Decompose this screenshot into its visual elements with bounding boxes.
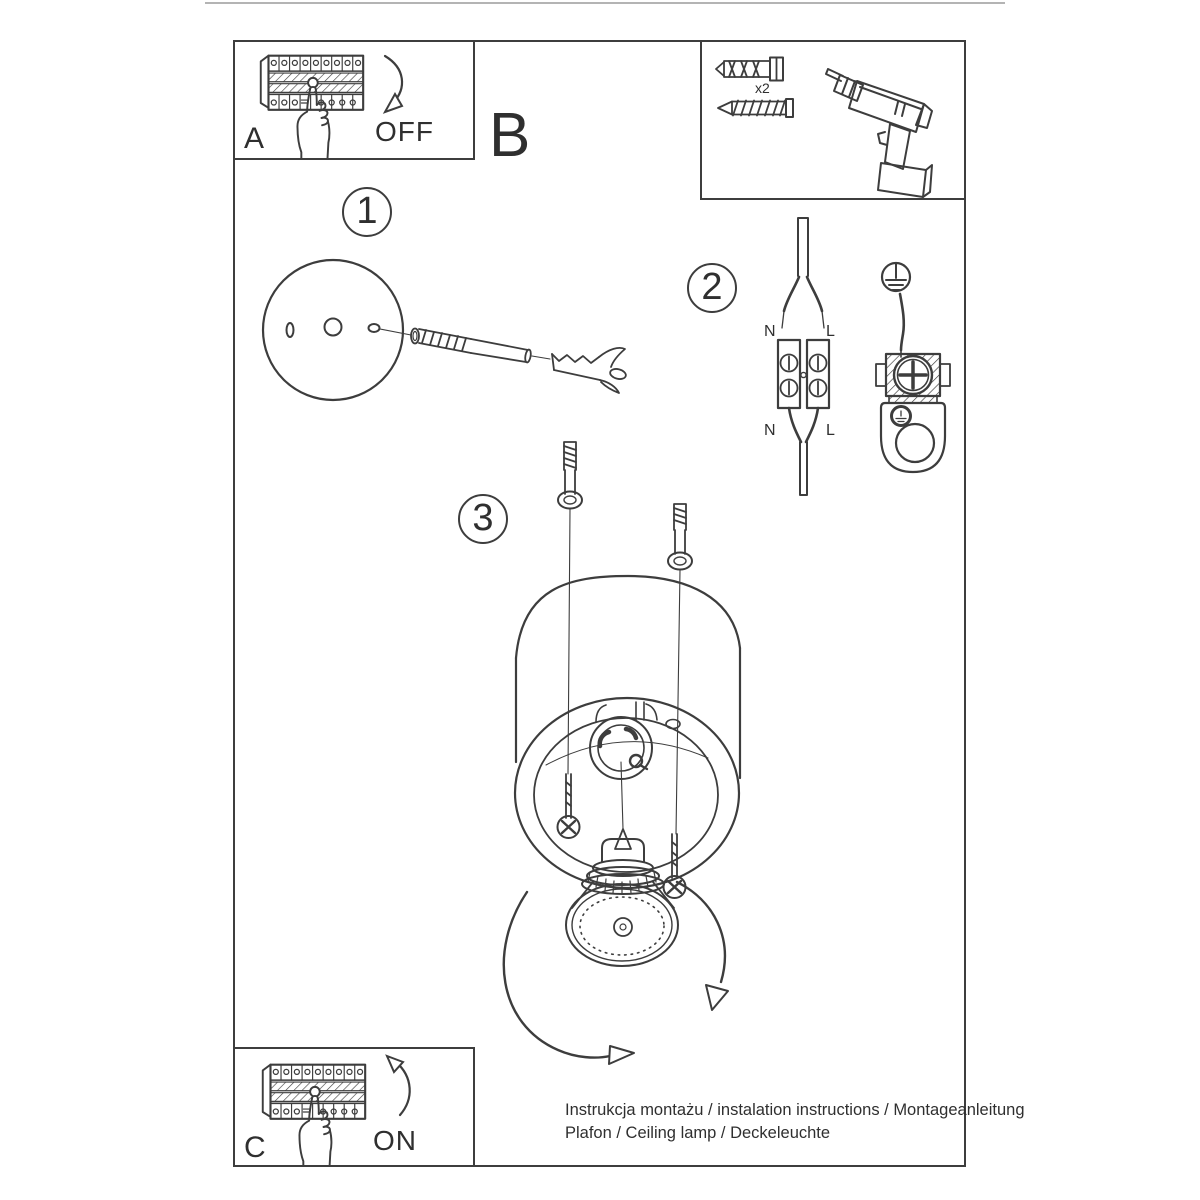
box-tools <box>700 40 966 200</box>
box-power-on <box>233 1047 475 1167</box>
footer-instructions-title: Instrukcja montażu / instalation instructions / Montageanleitung <box>565 1101 1025 1119</box>
curved-arrow-down-icon <box>385 56 402 112</box>
gu10-bulb <box>566 839 678 966</box>
lamp-cable-bottom <box>789 408 818 495</box>
box-power-off <box>233 40 475 160</box>
internal-screw-left <box>558 774 580 838</box>
ground-symbol-icon <box>882 263 910 291</box>
ground-terminal-clamp <box>876 354 950 403</box>
box-b-label: B <box>489 101 531 170</box>
wall-plug-anchor <box>552 348 627 393</box>
footer-product-name: Plafon / Ceiling lamp / Deckeleuchte <box>565 1124 831 1142</box>
step-2-ground-illustration <box>860 250 970 480</box>
axis-line <box>532 356 550 359</box>
breaker-panel-on-illustration <box>235 1049 473 1165</box>
box-c-label: C <box>244 1131 266 1164</box>
ceiling-mount-plate <box>263 260 403 400</box>
circuit-breaker-panel <box>261 56 363 158</box>
screw-icon <box>718 99 793 117</box>
mains-cable-top <box>782 218 824 328</box>
terminal-block <box>778 340 829 408</box>
step-1-badge: 1 <box>342 187 392 237</box>
step-3-badge: 3 <box>458 494 508 544</box>
step-2-wiring-illustration <box>750 212 870 502</box>
mounting-screw <box>411 329 532 363</box>
bulb-insert-arrow <box>615 762 631 849</box>
wire-label-n-bottom: N <box>764 422 776 439</box>
power-off-label: OFF <box>375 116 434 147</box>
power-on-label: ON <box>373 1125 417 1156</box>
anchor-quantity-label: x2 <box>755 80 770 96</box>
fixing-screw-left <box>558 442 582 774</box>
breaker-panel-off-illustration <box>235 42 473 158</box>
page-top-edge <box>205 2 1005 4</box>
drill-icon <box>826 69 932 197</box>
gu10-socket <box>590 702 680 779</box>
ground-wire <box>900 294 904 357</box>
wire-label-l-top: L <box>826 323 835 340</box>
axis-line <box>380 329 411 335</box>
circuit-breaker-panel <box>263 1065 365 1165</box>
step-2-badge: 2 <box>687 263 737 313</box>
wire-label-n-top: N <box>764 323 776 340</box>
mounting-bracket <box>881 403 945 472</box>
curved-arrow-up-icon <box>387 1056 410 1115</box>
rotation-arrows <box>504 882 728 1064</box>
step-3-illustration <box>450 430 760 1075</box>
step-1-illustration <box>250 240 640 410</box>
fixing-screw-right <box>668 504 692 834</box>
wire-label-l-bottom: L <box>826 422 835 439</box>
internal-screw-right <box>664 834 686 898</box>
wall-plug-icon <box>716 58 783 81</box>
tools-illustration <box>702 42 964 198</box>
box-a-label: A <box>244 122 265 155</box>
